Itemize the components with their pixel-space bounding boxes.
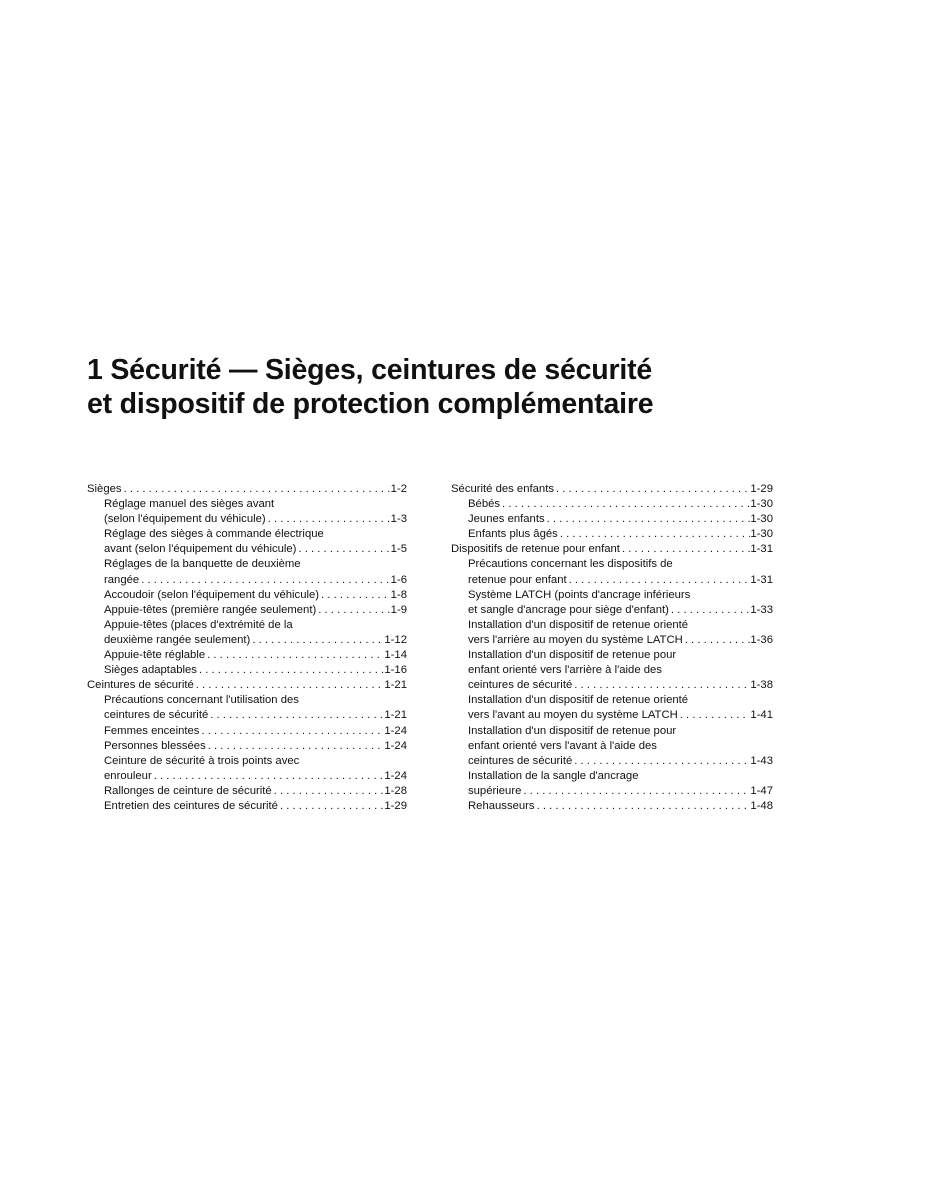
toc-entry-text: (selon l'équipement du véhicule) <box>104 513 266 526</box>
toc-subentry[interactable] <box>87 784 407 799</box>
toc-entry-text: Réglages de la banquette de deuxième <box>104 558 301 571</box>
toc-entry-text: rangée <box>104 573 140 586</box>
toc-entry-text: vers l'avant au moyen du système LATCH <box>468 709 678 722</box>
toc-entry-text: Sièges <box>87 483 122 495</box>
dot-leader <box>122 482 391 497</box>
toc-page-number: 1-31 <box>750 573 773 586</box>
toc-subentry[interactable] <box>87 557 407 587</box>
toc-subentry[interactable] <box>451 497 773 512</box>
toc-subentry[interactable] <box>87 603 407 618</box>
dot-leader <box>316 603 390 618</box>
toc-entry-text: supérieure <box>468 784 522 797</box>
toc-entry-text: Système LATCH (points d'ancrage inférieurs <box>468 588 691 601</box>
toc-entry-text: Installation d'un dispositif de retenue orienté <box>468 694 689 707</box>
toc-subentry[interactable] <box>451 618 773 648</box>
toc-entry-text: Entretien des ceintures de sécurité <box>104 799 278 812</box>
toc-subentry[interactable] <box>451 693 773 723</box>
toc-entry[interactable] <box>451 542 773 557</box>
toc-page-number: 1-36 <box>750 633 773 646</box>
toc-page-number: 1-48 <box>750 799 773 812</box>
dot-leader <box>205 648 384 663</box>
toc-page-number: 1-2 <box>390 483 407 495</box>
dot-leader <box>278 799 384 814</box>
toc-subentry[interactable] <box>87 799 407 814</box>
toc-entry-text: Réglage des sièges à commande électrique <box>104 528 324 541</box>
toc-page-number: 1-12 <box>384 633 407 646</box>
toc-entry-text: Enfants plus âgés <box>468 528 558 541</box>
toc-subentry[interactable] <box>451 557 773 587</box>
dot-leader <box>197 663 384 678</box>
toc-entry-text: Ceinture de sécurité à trois points avec <box>104 754 300 767</box>
toc-subentry[interactable] <box>87 588 407 603</box>
toc-entry[interactable] <box>451 482 773 497</box>
toc-subentry[interactable] <box>87 497 407 527</box>
toc-entry-text: enfant orienté vers l'avant à l'aide des <box>468 739 657 752</box>
toc-left-column <box>87 482 407 814</box>
toc-entry-text: Rehausseurs <box>468 799 535 812</box>
toc-entry-text: Précautions concernant l'utilisation des <box>104 694 299 707</box>
chapter-title-line-1: 1 Sécurité — Sièges, ceintures de sécurité <box>87 354 653 386</box>
toc-entry-text: Bébés <box>468 498 501 511</box>
toc-subentry[interactable] <box>87 739 407 754</box>
dot-leader <box>678 708 751 723</box>
toc-subentry[interactable] <box>87 724 407 739</box>
toc-page-number: 1-30 <box>750 513 773 526</box>
toc-page-number: 1-24 <box>384 739 407 752</box>
toc-page-number: 1-29 <box>384 799 407 812</box>
toc-entry-text: Accoudoir (selon l'équipement du véhicule) <box>104 588 320 601</box>
toc-subentry[interactable] <box>451 799 773 814</box>
toc-entry-text: Sièges adaptables <box>104 664 197 677</box>
toc-entry-text: Rallonges de ceinture de sécurité <box>104 784 272 797</box>
toc-subentry[interactable] <box>87 693 407 723</box>
toc-subentry[interactable] <box>87 618 407 648</box>
toc-page-number: 1-8 <box>390 588 407 601</box>
dot-leader <box>620 542 750 557</box>
toc-entry-text: enfant orienté vers l'arrière à l'aide des <box>468 664 662 677</box>
toc-entry[interactable] <box>87 482 407 497</box>
toc-subentry[interactable] <box>87 754 407 784</box>
toc-entry-text: Réglage manuel des sièges avant <box>104 498 275 511</box>
toc-entry-text: enrouleur <box>104 769 152 782</box>
toc-page-number: 1-21 <box>384 709 407 722</box>
toc-page-number: 1-43 <box>750 754 773 767</box>
toc-page-number: 1-24 <box>384 769 407 782</box>
toc-entry-text: deuxième rangée seulement) <box>104 633 251 646</box>
toc-page-number: 1-28 <box>384 784 407 797</box>
toc-entry-text: retenue pour enfant <box>468 573 567 586</box>
dot-leader <box>208 708 384 723</box>
dot-leader <box>500 497 750 512</box>
dot-leader <box>272 784 385 799</box>
toc-entry-text: Sécurité des enfants <box>451 483 554 495</box>
toc-entry-text: Femmes enceintes <box>104 724 200 737</box>
toc-entry-text: Installation d'un dispositif de retenue orienté <box>468 618 689 631</box>
toc-page-number: 1-3 <box>390 513 407 526</box>
dot-leader <box>683 633 751 648</box>
toc-page-number: 1-24 <box>384 724 407 737</box>
toc-entry-text: ceintures de sécurité <box>104 709 209 722</box>
toc-entry-text: ceintures de sécurité <box>468 679 573 692</box>
toc-page-number: 1-31 <box>750 543 773 556</box>
dot-leader <box>319 588 391 603</box>
toc-subentry[interactable] <box>87 648 407 663</box>
toc-page-number: 1-30 <box>750 498 773 511</box>
toc-entry-text: Précautions concernant les dispositifs de <box>468 558 673 571</box>
dot-leader <box>558 527 751 542</box>
toc-entry-text: vers l'arrière au moyen du système LATCH <box>468 633 683 646</box>
dot-leader <box>206 739 385 754</box>
toc-entry-text: Jeunes enfants <box>468 513 545 526</box>
toc-page-number: 1-33 <box>750 603 773 616</box>
toc-entry-text: Installation de la sangle d'ancrage <box>468 769 639 782</box>
dot-leader <box>572 754 750 769</box>
toc-page-number: 1-5 <box>390 543 407 556</box>
toc-entry-text: Installation d'un dispositif de retenue pour <box>468 649 677 662</box>
dot-leader <box>199 724 384 739</box>
dot-leader <box>521 784 750 799</box>
toc-page-number: 1-30 <box>750 528 773 541</box>
toc-entry-text: Appuie-tête réglable <box>104 649 206 662</box>
dot-leader <box>669 603 750 618</box>
toc-subentry[interactable] <box>451 648 773 693</box>
toc-entry-text: et sangle d'ancrage pour siège d'enfant) <box>468 603 669 616</box>
toc-entry-text: Dispositifs de retenue pour enfant <box>451 543 620 556</box>
toc-subentry[interactable] <box>451 769 773 799</box>
toc-page-number: 1-9 <box>390 603 407 616</box>
dot-leader <box>296 542 390 557</box>
toc-page-number: 1-41 <box>750 709 773 722</box>
toc-subentry[interactable] <box>87 663 407 678</box>
chapter-title-line-2: et dispositif de protection complémentaire <box>87 388 654 420</box>
dot-leader <box>152 769 385 784</box>
dot-leader <box>545 512 751 527</box>
toc-subentry[interactable] <box>451 724 773 769</box>
dot-leader <box>139 573 390 588</box>
toc-entry-text: Appuie-têtes (première rangée seulement) <box>104 603 317 616</box>
toc-entry-text: Ceintures de sécurité <box>87 679 194 692</box>
toc-subentry[interactable] <box>451 588 773 618</box>
toc-subentry[interactable] <box>451 512 773 527</box>
toc-entry-text: Appuie-têtes (places d'extrémité de la <box>104 618 293 631</box>
toc-entry-text: Installation d'un dispositif de retenue pour <box>468 724 677 737</box>
toc-page-number: 1-16 <box>384 664 407 677</box>
toc-entry-text: ceintures de sécurité <box>468 754 573 767</box>
dot-leader <box>572 678 750 693</box>
toc-page-number: 1-14 <box>384 649 407 662</box>
toc-entry-text: avant (selon l'équipement du véhicule) <box>104 543 297 556</box>
dot-leader <box>554 482 750 497</box>
toc-entry[interactable] <box>87 678 407 693</box>
toc-entry-text: Personnes blessées <box>104 739 206 752</box>
dot-leader <box>535 799 751 814</box>
toc-page-number: 1-21 <box>384 679 407 692</box>
chapter-title <box>87 353 867 421</box>
dot-leader <box>194 678 385 693</box>
toc-subentry[interactable] <box>451 527 773 542</box>
dot-leader <box>567 573 751 588</box>
dot-leader <box>266 512 391 527</box>
toc-subentry[interactable] <box>87 527 407 557</box>
toc-page-number: 1-29 <box>750 483 773 495</box>
toc-page-number: 1-6 <box>390 573 407 586</box>
toc-page-number: 1-38 <box>750 679 773 692</box>
toc-right-column <box>451 482 773 814</box>
dot-leader <box>250 633 384 648</box>
toc-page-number: 1-47 <box>750 784 773 797</box>
